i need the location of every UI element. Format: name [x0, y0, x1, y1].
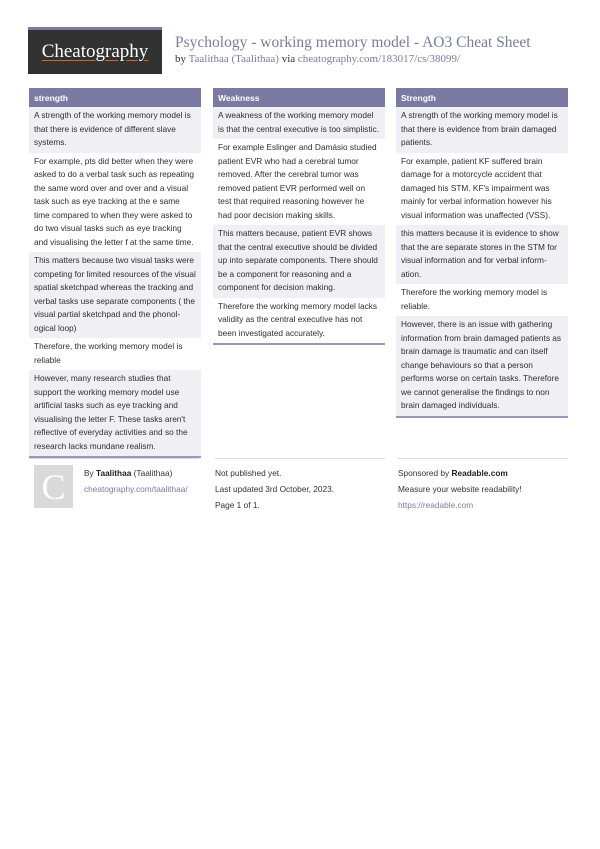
list-item: this matters because it is evidence to show that the are separate stores in the STM for visual information and for verbal information.: [396, 225, 568, 284]
avatar: C: [34, 465, 73, 508]
list-item: Therefore the working memory model is reliable.: [396, 284, 568, 316]
column-divider: [213, 343, 385, 345]
footer-author: [29, 458, 199, 507]
author-handle: (Taalithaa): [133, 468, 173, 478]
list-item: For example, patient KF suffered brain damage for a motorcycle accident that damaged his STM. KF's impairment was mainly for verbal information however his visual information was unaffected (VSS).: [396, 153, 568, 226]
sponsor-label: Sponsored by: [398, 468, 450, 478]
sponsor-name: Readable.com: [451, 468, 508, 478]
column-weakness: [213, 88, 385, 345]
list-item: For example Eslinger and Damásio studied patient EVR who had a cerebral tumor removed. After the cerebral tumor was removed patient EVR performed well on test that required reasoning however he had poor decision making skills.: [213, 139, 385, 225]
published-status: Not published yet.: [215, 468, 282, 478]
via-label: via: [281, 53, 296, 65]
last-updated: Last updated 3rd October, 2023.: [215, 484, 335, 494]
page-title: Psychology - working memory model - AO3 Cheat Sheet: [175, 34, 531, 51]
column-heading: Weakness: [213, 88, 385, 107]
list-item: A strength of the working memory model is that there is evidence of different slave systems.: [29, 107, 201, 153]
author-link[interactable]: Taalithaa (Taalithaa): [188, 53, 279, 65]
list-item: However, many research studies that support the working memory model use artificial tasks such as eye tracking and visualising the letter F. These tasks aren't reflective of everyday activities and so the research lacks mundane realism.: [29, 370, 201, 456]
sponsor-link[interactable]: https://readable.com: [398, 500, 474, 510]
author-name: Taalithaa: [96, 468, 132, 478]
logo-text: Cheatography: [41, 41, 149, 62]
by-label: by: [175, 53, 186, 65]
column-strength: [29, 88, 201, 458]
list-item: However, there is an issue with gathering information from brain damaged patients as brain damage is traumatic and can itself change behaviours so that a person performs worse on certain tasks. Therefore we cannot generalise the findings to non brain damaged individuals.: [396, 316, 568, 416]
column-heading: strength: [29, 88, 201, 107]
sheet-url-link[interactable]: cheatography.com/183017/cs/38099/: [297, 53, 461, 65]
by-label: By: [84, 468, 94, 478]
list-item: This matters because two visual tasks were competing for limited resources of the visual spatial sketchpad whereas the tracking and verbal tasks use separate components ( the visual partial sketchpad and the phonological loop): [29, 252, 201, 338]
column-strength-2: [396, 88, 568, 418]
title-block: [175, 34, 531, 65]
list-item: This matters because, patient EVR shows that the central executive should be divided up into separate components. There should be a component for reasoning and a component for decision making.: [213, 225, 385, 298]
footer-meta: [215, 458, 385, 513]
sponsor-tagline: Measure your website readability!: [398, 484, 522, 494]
list-item: A weakness of the working memory model is that the central executive is too simplistic.: [213, 107, 385, 139]
list-item: Therefore the working memory model lacks validity as the central executive has not been investigated accurately.: [213, 298, 385, 344]
byline: [175, 53, 531, 65]
list-item: Therefore, the working memory model is reliable: [29, 338, 201, 370]
author-profile-link[interactable]: cheatography.com/taalithaa/: [84, 484, 188, 494]
column-heading: Strength: [396, 88, 568, 107]
cheatography-logo[interactable]: [28, 27, 162, 74]
page-count: Page 1 of 1.: [215, 500, 260, 510]
column-divider: [396, 416, 568, 418]
list-item: A strength of the working memory model is that there is evidence from brain damaged patients.: [396, 107, 568, 153]
footer-sponsor: [398, 458, 568, 513]
list-item: For example, pts did better when they were asked to do a verbal task such as repeating the same word over and over and a visual task such as eye tracking at the e same time compared to when they were asked to do two visual tasks such as eye tracking and visualising the letter f at the same time.: [29, 153, 201, 253]
